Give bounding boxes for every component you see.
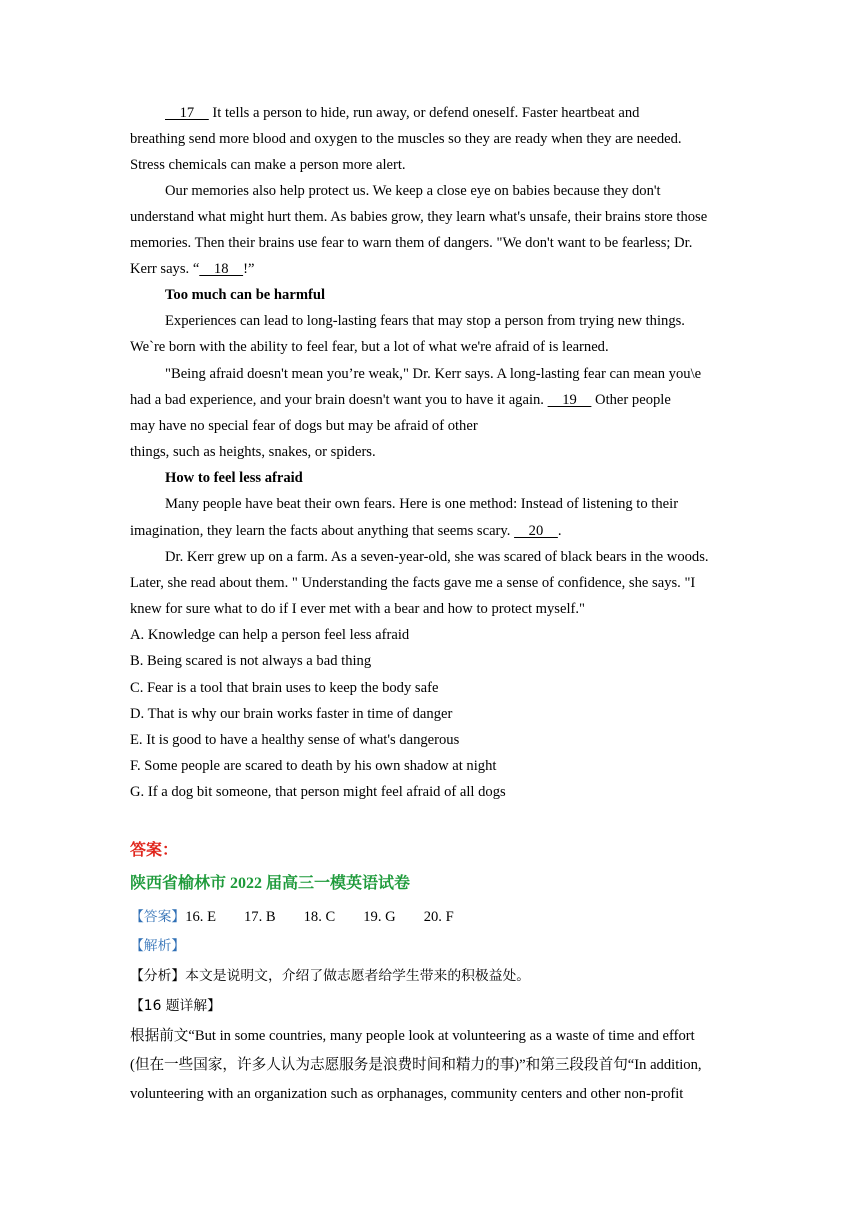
text-segment: imagination, they learn the facts about anything that seems scary. (130, 523, 515, 539)
text-segment: Kerr says. “ (130, 261, 200, 277)
q16-detail-line: (但在一些国家，许多人认为志愿服务是浪费时间和精力的事)”和第三段段首句“In addition, (130, 1057, 702, 1073)
answer-item-20: 20. F (423, 909, 454, 925)
text-segment: Other people (591, 392, 671, 408)
q16-heading: 【16 题详解】 (130, 998, 221, 1014)
blank-20: 20 (514, 523, 558, 539)
paragraph-line: things, such as heights, snakes, or spiders. (130, 444, 376, 460)
text-segment: !” (243, 261, 255, 277)
paragraph-line: Our memories also help protect us. We keep a close eye on babies because they don't (165, 183, 661, 199)
paragraph-line (130, 521, 562, 541)
analysis-summary: 【分析】本文是说明文，介绍了做志愿者给学生带来的积极益处。 (130, 968, 531, 984)
paragraph-line: Later, she read about them. " Understanding the facts gave me a sense of confidence, she says. "I (130, 575, 696, 591)
answer-item-18: 18. C (303, 909, 336, 925)
paragraph-line (130, 259, 254, 279)
paragraph-line: memories. Then their brains use fear to warn them of dangers. "We don't want to be fearless; Dr. (130, 235, 693, 251)
analysis-tag: 【解析】 (130, 938, 186, 954)
answer-item-19: 19. G (363, 909, 396, 925)
option-b: B. Being scared is not always a bad thing (130, 653, 372, 669)
option-a: A. Knowledge can help a person feel less afraid (130, 627, 410, 643)
option-g: G. If a dog bit someone, that person might feel afraid of all dogs (130, 784, 506, 800)
blank-17: 17 (165, 105, 209, 121)
answer-tag: 【答案】 (130, 909, 186, 925)
paragraph-line: may have no special fear of dogs but may be afraid of other (130, 418, 478, 434)
text-segment: had a bad experience, and your brain doesn't want you to have it again. (130, 392, 548, 408)
blank-18: 18 (199, 261, 244, 277)
option-c: C. Fear is a tool that brain uses to keep the body safe (130, 680, 439, 696)
paragraph-line: breathing send more blood and oxygen to the muscles so they are ready when they are needed. (130, 131, 682, 147)
answer-item-17: 17. B (244, 909, 276, 925)
paragraph-line: Stress chemicals can make a person more alert. (130, 157, 406, 173)
q16-detail-line: 根据前文“But in some countries, many people look at volunteering as a waste of time and effort (130, 1028, 695, 1044)
option-d: D. That is why our brain works faster in time of danger (130, 706, 453, 722)
paragraph-line: Weˋre born with the ability to feel fear, but a lot of what we're afraid of is learned. (130, 339, 609, 355)
text-segment: . (557, 523, 562, 539)
paragraph-line: knew for sure what to do if I ever met with a bear and how to protect myself." (130, 601, 585, 617)
text-segment: It tells a person to hide, run away, or defend oneself. Faster heartbeat and (208, 105, 640, 121)
answer-heading: 答案： (130, 842, 179, 859)
paragraph-line: understand what might hurt them. As babies grow, they learn what's unsafe, their brains store those (130, 209, 708, 225)
blank-19: 19 (547, 392, 592, 408)
paragraph-line (130, 390, 671, 410)
paragraph-line: Many people have beat their own fears. Here is one method: Instead of listening to their (165, 496, 679, 512)
answer-item-16: 16. E (185, 909, 216, 925)
paragraph-line: Dr. Kerr grew up on a farm. As a seven-year-old, she was scared of black bears in the woods. (165, 549, 709, 565)
paragraph-line: Experiences can lead to long-lasting fears that may stop a person from trying new things. (165, 313, 685, 329)
option-f: F. Some people are scared to death by his own shadow at night (130, 758, 497, 774)
option-e: E. It is good to have a healthy sense of what's dangerous (130, 732, 460, 748)
section-heading: How to feel less afraid (165, 470, 303, 486)
section-heading: Too much can be harmful (165, 287, 326, 303)
exam-title: 陕西省榆林市 2022 届高三一模英语试卷 (130, 875, 411, 892)
q16-detail-line: volunteering with an organization such as orphanages, community centers and other non-profit (130, 1086, 684, 1102)
paragraph-line (165, 103, 639, 123)
paragraph-line: "Being afraid doesn't mean you’re weak," Dr. Kerr says. A long-lasting fear can mean you\e (165, 366, 702, 382)
answer-key-line (130, 907, 454, 927)
